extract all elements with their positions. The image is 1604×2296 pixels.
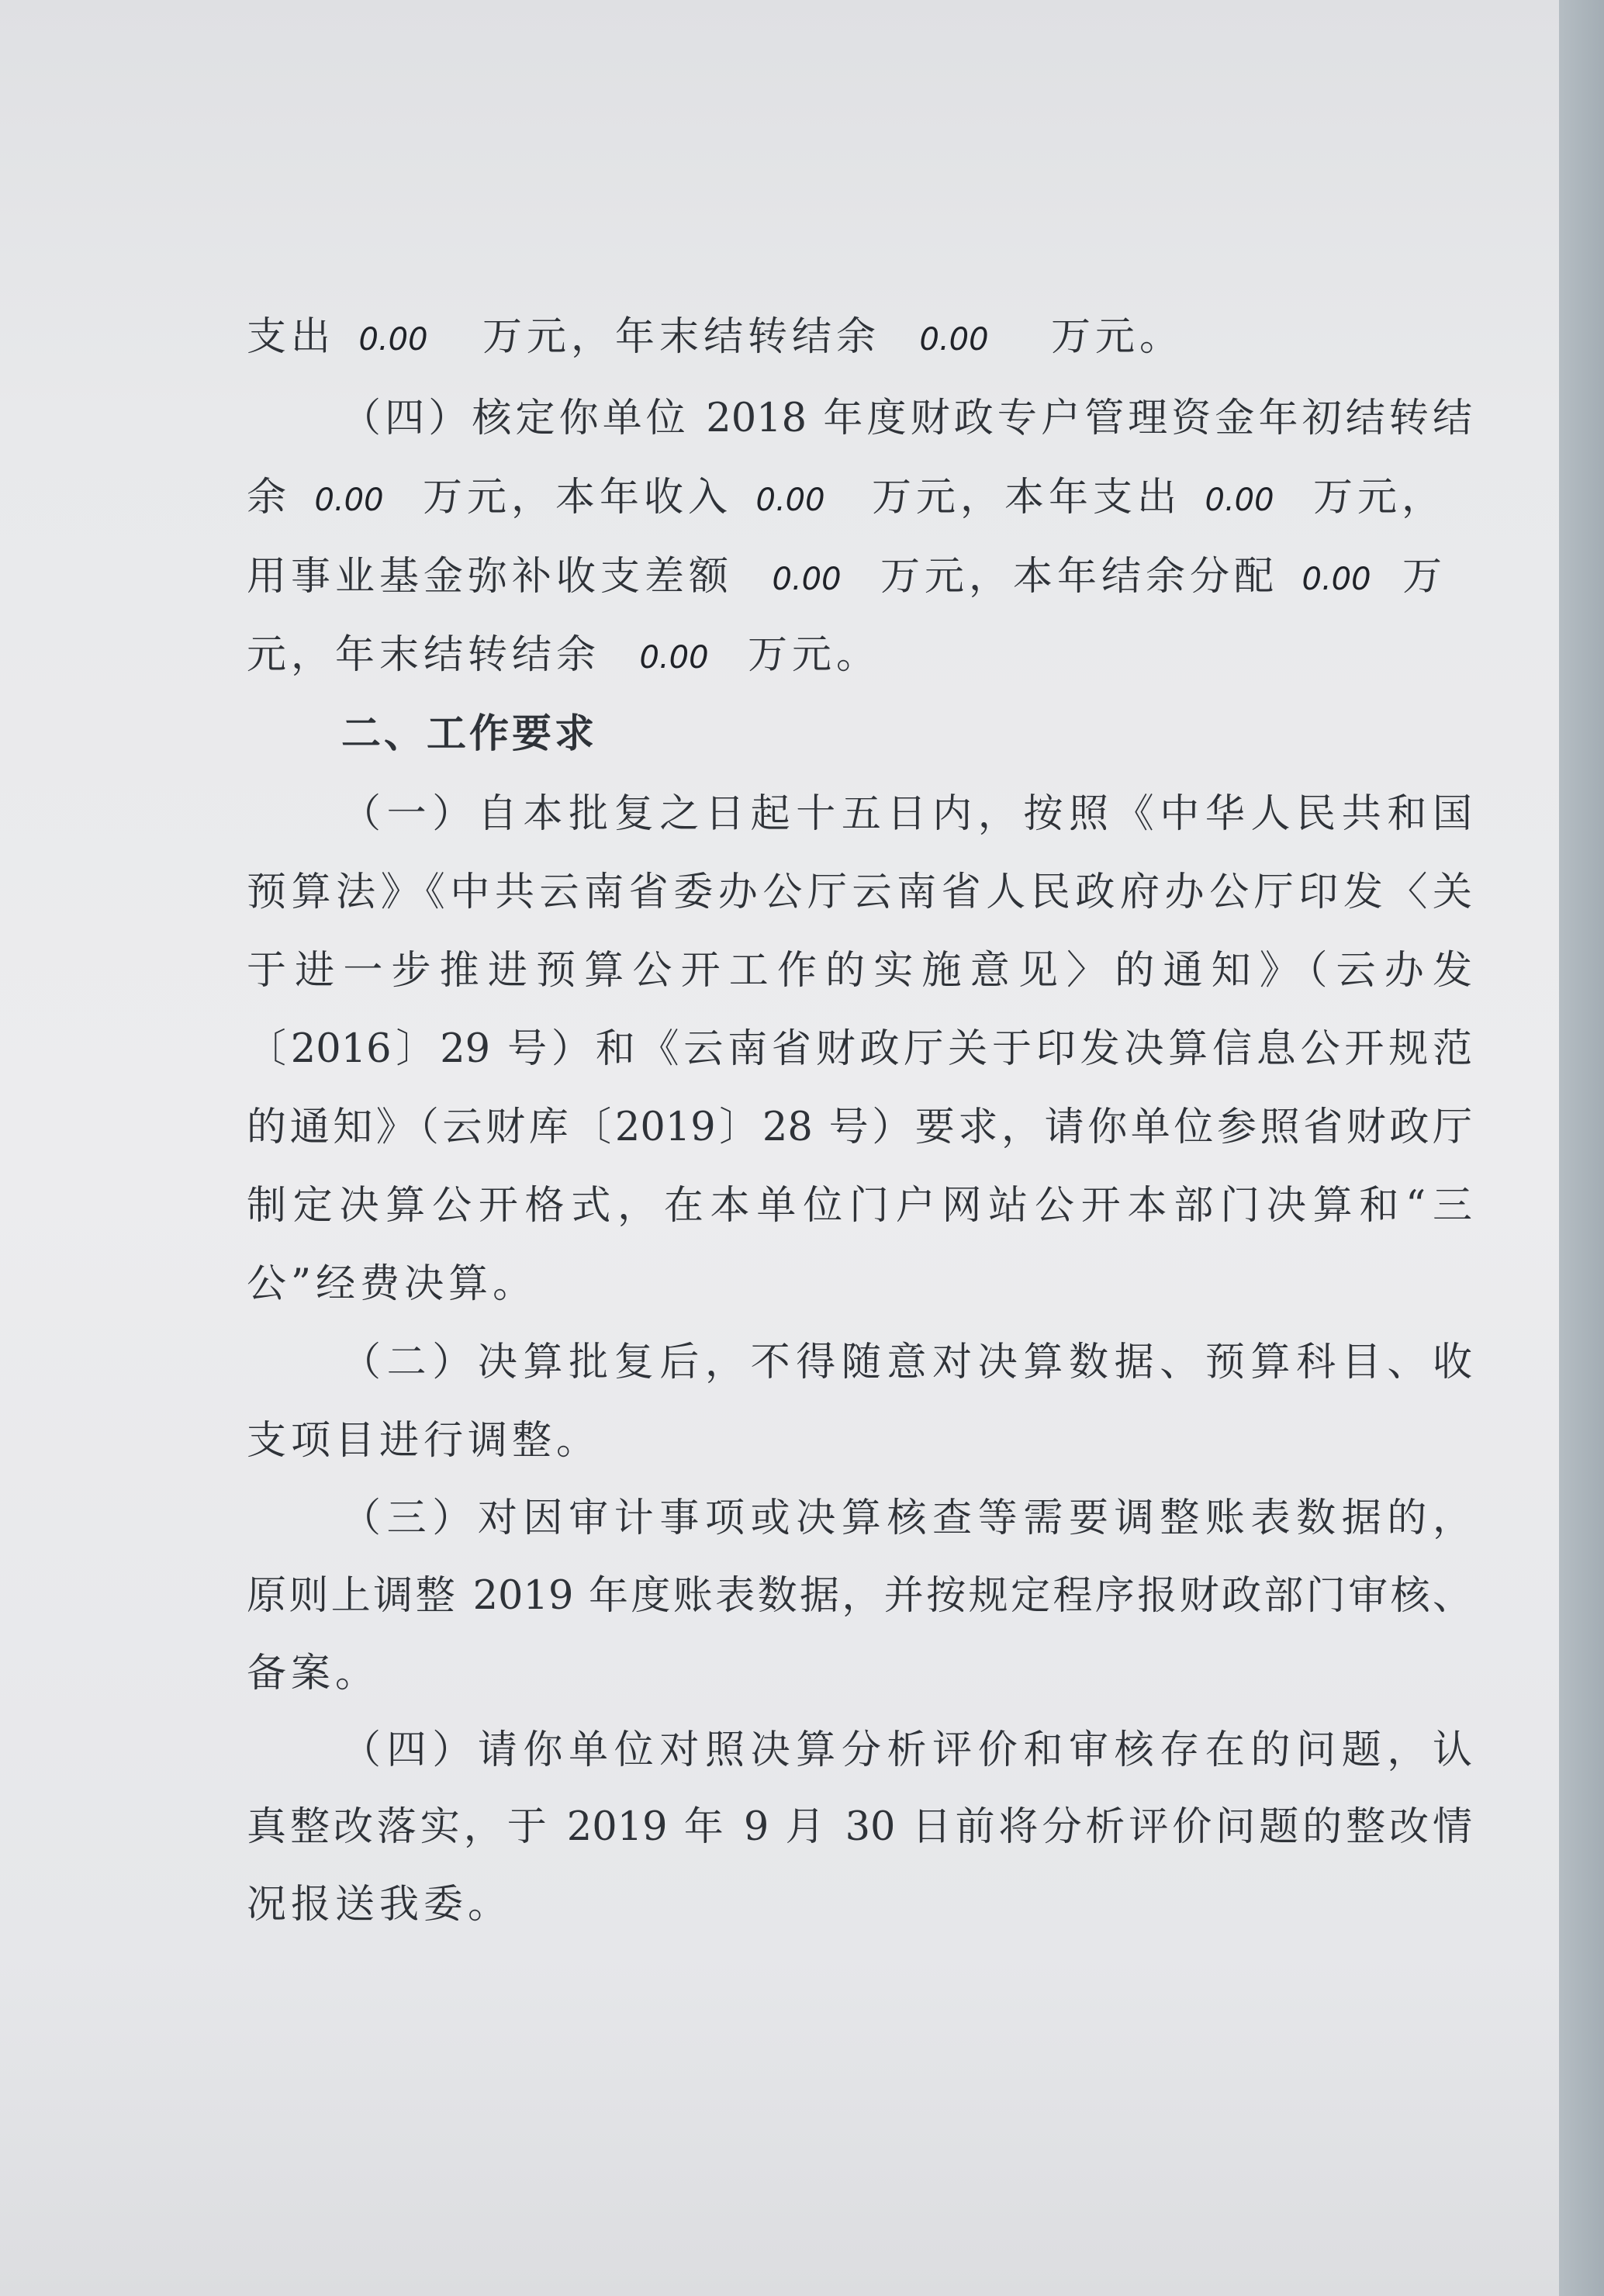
paragraph-line: 况报送我委。	[247, 1882, 513, 1928]
handwritten-value: 0.00	[358, 322, 428, 358]
handwritten-value: 0.00	[919, 322, 989, 358]
text-segment: 万元，年末结转结余	[482, 314, 881, 360]
paragraph-line: （四）核定你单位 2018 年度财政专户管理资金年初结转结	[341, 396, 1472, 441]
paragraph-line: 〔2016〕29 号）和《云南省财政厅关于印发决算信息公开规范	[247, 1026, 1472, 1072]
text-segment: 余	[247, 475, 292, 520]
text-segment: 万元。	[1051, 314, 1184, 360]
text-segment: 万	[1402, 554, 1447, 600]
handwritten-value: 0.00	[1302, 562, 1371, 597]
paragraph-line: 预算法》《中共云南省委办公厅云南省人民政府办公厅印发〈关	[247, 870, 1472, 915]
text-segment: 万元。	[748, 632, 881, 678]
paragraph-line: 于进一步推进预算公开工作的实施意见〉的通知》（云办发	[247, 948, 1472, 994]
text-segment: 万元，本年收入	[423, 475, 733, 520]
text-line	[247, 617, 1472, 694]
paragraph-line: 制定决算公开格式，在本单位门户网站公开本部门决算和“三	[247, 1183, 1472, 1229]
handwritten-value: 0.00	[1205, 482, 1274, 518]
page-edge-background	[1559, 0, 1604, 2296]
handwritten-value: 0.00	[314, 482, 384, 518]
paragraph-line: 备案。	[247, 1651, 380, 1696]
handwritten-value: 0.00	[772, 562, 842, 597]
paragraph-line: 支项目进行调整。	[247, 1418, 601, 1464]
handwritten-value: 0.00	[755, 482, 825, 518]
text-segment: 万元，	[1313, 475, 1447, 520]
handwritten-value: 0.00	[639, 640, 709, 676]
paragraph-line: （二）决算批复后，不得随意对决算数据、预算科目、收	[341, 1340, 1472, 1385]
text-segment: 万元，本年结余分配	[880, 554, 1279, 600]
paragraph-line: 原则上调整 2019 年度账表数据，并按规定程序报财政部门审核、	[247, 1573, 1472, 1619]
text-line	[247, 299, 1472, 376]
paragraph-line: （一）自本批复之日起十五日内，按照《中华人民共和国	[341, 791, 1472, 837]
paragraph-line: （四）请你单位对照决算分析评价和审核存在的问题，认	[341, 1727, 1472, 1773]
paragraph-line: 真整改落实，于 2019 年 9 月 30 日前将分析评价问题的整改情	[247, 1804, 1472, 1850]
paragraph-line: 的通知》（云财库〔2019〕28 号）要求，请你单位参照省财政厅	[247, 1105, 1472, 1150]
text-segment: 用事业基金弥补收支差额	[247, 554, 734, 600]
text-line	[247, 538, 1472, 616]
paragraph-line: 公”经费决算。	[247, 1261, 538, 1307]
text-segment: 元，年末结转结余	[247, 632, 601, 678]
text-segment: 支出	[247, 314, 336, 360]
paragraph-line: （三）对因审计事项或决算核查等需要调整账表数据的，	[341, 1496, 1472, 1541]
section-heading: 二、工作要求	[341, 711, 598, 757]
text-segment: 万元，本年支出	[872, 475, 1182, 520]
text-line	[247, 459, 1472, 537]
